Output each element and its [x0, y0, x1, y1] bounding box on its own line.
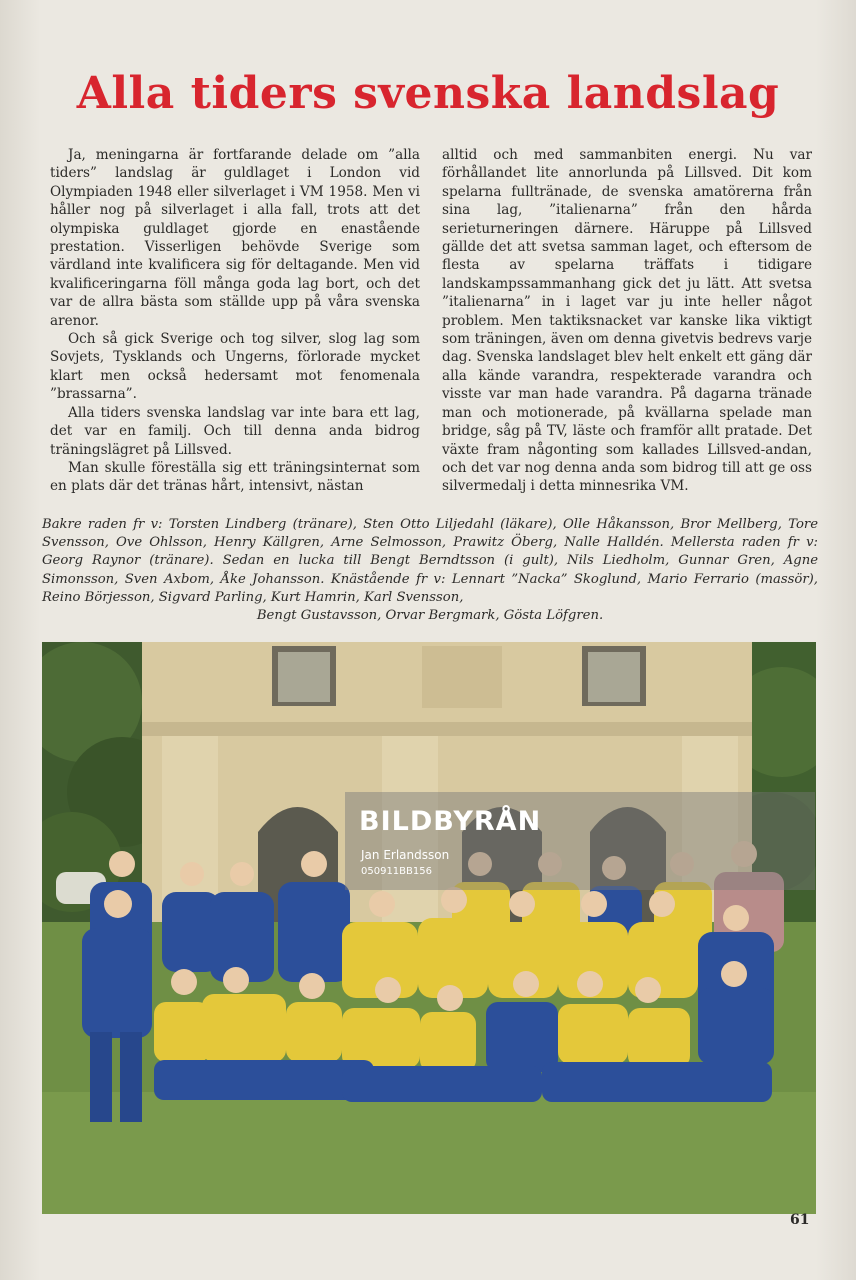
caption-text-last-line: Bengt Gustavsson, Orvar Bergmark, Gösta Löfgren. [256, 608, 604, 624]
paragraph: Alla tiders svenska landslag var inte bara ett lag, det var en familj. Och till denna anda bidrog träningslägret på Lillsved. [50, 404, 420, 458]
paragraph: alltid och med sammanbiten energi. Nu var förhållandet lite annorlunda på Lillsved. Dit kom spelarna fulltränade, de svenska amatörerna från sina lag, ”italienarna” från den hårda serieturneringen därnere. Häruppe på Lillsved gällde det att svetsa samman laget, och eftersom de flesta av spelarna träffats i tidigare landskampssammanhang gick det ju lätt. Att svetsa ”italienarna” in i laget var ju inte heller något problem. Men taktiksnacket var kanske lika viktigt som träningen, även om denna givetvis bedrevs varje dag. Svenska landslaget blev helt enkelt ett gäng där alla kände varandra, respekterade varandra och visste var man hade varandra. På dagarna tränade man och motionerade, på kvällarna spelade man bridge, såg på TV, läste och framför allt pratade. Det växte fram någonting som kallades Lillsved-andan, och det var nog denna anda som bidrog till att ge oss silvermedalj i detta minnesrika VM. [442, 147, 812, 495]
page-number: 61 [790, 1212, 810, 1228]
team-photo [42, 642, 816, 1214]
watermark-photographer: Jan Erlandsson [361, 848, 450, 862]
article-title: Alla tiders svenska landslag [76, 68, 780, 119]
paragraph: Och så gick Sverige och tog silver, slog lag som Sovjets, Tysklands och Ungerns, förlorade mycket klart men också hedersamt mot fenomenala ”brassarna”. [50, 331, 420, 403]
article-column-right [442, 146, 812, 496]
watermark-image-id: 050911BB156 [361, 866, 432, 877]
watermark-logo: BILDBYRÅN [359, 806, 542, 837]
paragraph: Man skulle föreställa sig ett träningsinternat som en plats där det tränas hårt, intensivt, nästan [50, 459, 420, 495]
caption-text: Bakre raden fr v: Torsten Lindberg (tränare), Sten Otto Liljedahl (läkare), Olle Håkansson, Bror Mellberg, Tore Svensson, Ove Ohlsson, Henry Källgren, Arne Selmosson, Prawitz Öberg, Nalle Halldén. Mellersta raden fr v: Georg Raynor (tränare). Sedan en lucka till Bengt Berndtsson (i gult), Nils Liedholm, Gunnar Gren, Agne Simonsson, Sven Axbom, Åke Johansson. Knästående fr v: Lennart ”Nacka” Skoglund, Mario Ferrario (massör), Reino Börjesson, Sigvard Parling, Kurt Hamrin, Karl Svensson, [42, 517, 818, 605]
paragraph: Ja, meningarna är fortfarande delade om ”alla tiders” landslag är guldlaget i London vid Olympiaden 1948 eller silverlaget i VM 1958. Men vi håller nog på silverlaget i alla fall, trots att det olympiska guldlaget gjorde en enastående prestation. Visserligen behövde Sverige som värdland inte kvalificera sig för deltagande. Men vid kvalificeringarna föll många goda lag bort, och det var de allra bästa som ställde upp på våra svenska arenor. [50, 147, 420, 329]
article-column-left [50, 146, 420, 496]
photo-caption [42, 516, 818, 625]
team-photo-illustration [42, 642, 816, 1214]
watermark [345, 792, 815, 890]
